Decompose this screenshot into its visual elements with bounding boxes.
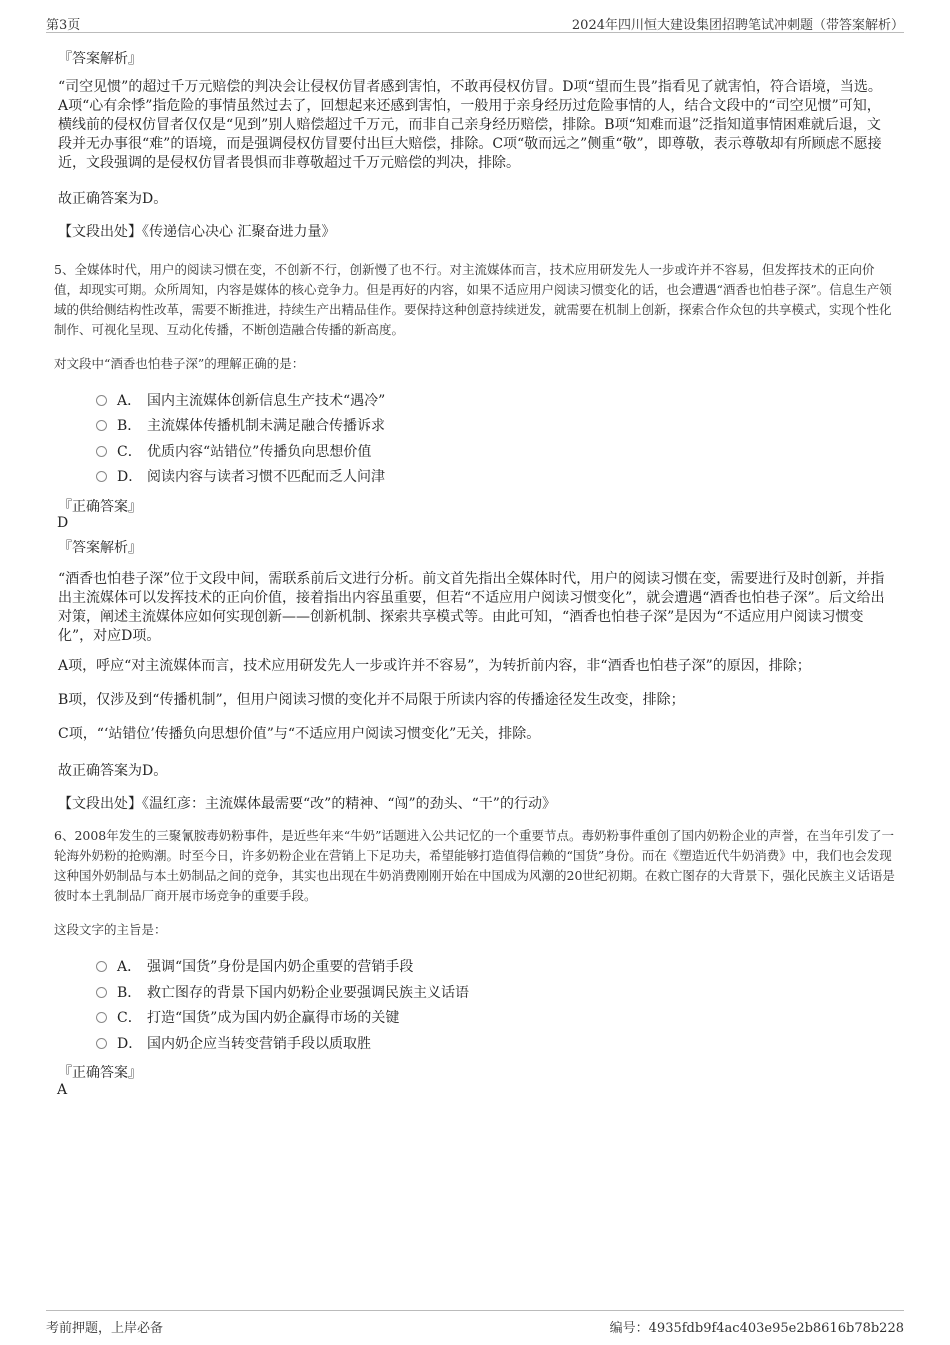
radio-icon[interactable] [96,446,107,457]
q6-answer: A [57,1082,68,1098]
q4-analysis-label: 『答案解析』 [58,51,142,67]
q5-analysis-p3: B项，仅涉及到“传播机制”，但用户阅读习惯的变化并不局限于所读内容的传播途径发生改变，排除； [58,692,685,708]
document-id: 编号：4935fdb9f4ac403e95e2b8616b78b228 [609,1321,904,1336]
radio-icon[interactable] [96,420,107,431]
q6-stem: 6、2008年发生的三聚氰胺毒奶粉事件，是近些年来“牛奶”话题进入公共记忆的一个重要节点。毒奶粉事件重创了国内奶粉企业的声誉，在当年引发了一轮海外奶粉的抢购潮。时至今日，许多奶粉企业在营销上下足功夫，希望能够打造值得信赖的“国货”身份。而在《塑造近代牛奶消费》中，我们也会发现这种国外奶制品与本土奶制品之间的竞争，其实也出现在牛奶消费刚刚开始在中国成为风潮的20世纪初期。在救亡图存的大背景下，强化民族主义话语是彼时本土乳制品厂商开展市场竞争的重要手段。 [54,828,895,903]
q5-source: 【文段出处】《温红彦：主流媒体最需要“改”的精神、“闯”的劲头、“干”的行动》 [58,796,556,812]
q5-answer: D [57,515,69,531]
q5-analysis-p2: A项，呼应“对主流媒体而言，技术应用研发先人一步或许并不容易”，为转折前内容，非“酒香也怕巷子深”的原因，排除； [58,658,811,674]
radio-icon[interactable] [96,961,107,972]
radio-icon[interactable] [96,471,107,482]
q6-answer-label: 『正确答案』 [58,1065,142,1081]
q6-question: 这段文字的主旨是： [54,922,167,937]
q6-option-a[interactable]: A． 强调“国货”身份是国内奶企重要的营销手段 [96,956,413,976]
q5-analysis-p4: C项，“‘站错位’传播负向思想价值”与“不适应用户阅读习惯变化”无关，排除。 [58,726,541,742]
page-header [46,10,904,33]
q6-option-c[interactable]: C． 打造“国货”成为国内奶企赢得市场的关键 [96,1007,399,1027]
radio-icon[interactable] [96,1038,107,1049]
q5-analysis-label: 『答案解析』 [58,540,142,556]
q5-analysis-p1: “酒香也怕巷子深”位于文段中间，需联系前后文进行分析。前文首先指出全媒体时代，用户的阅读习惯在变，需要进行及时创新，并指出主流媒体可以发挥技术的正向价值，接着指出内容虽重要，但若“不适应用户阅读习惯变化”，就会遭遇“酒香也怕巷子深”。后文给出对策，阐述主流媒体应如何实现创新——创新机制、探索共享模式等。由此可知，“酒香也怕巷子深”是因为“不适应用户阅读习惯变化”，对应D项。 [58,571,885,644]
q5-question: 对文段中“酒香也怕巷子深”的理解正确的是： [54,356,305,371]
q5-option-a[interactable]: A． 国内主流媒体创新信息生产技术“遇冷” [96,390,385,410]
q5-stem: 5、全媒体时代，用户的阅读习惯在变，不创新不行，创新慢了也不行。对主流媒体而言，技术应用研发先人一步或许并不容易，但发挥技术的正向价值，却现实可期。众所周知，内容是媒体的核心竞争力。但是再好的内容，如果不适应用户阅读习惯变化的话，也会遭遇“酒香也怕巷子深”。信息生产领域的供给侧结构性改革，需要不断推进，持续生产出精品佳作。要保持这种创意持续迸发，就需要在机制上创新，探索合作众包的共享模式，实现个性化制作、可视化呈现、互动化传播，不断创造融合传播的新高度。 [54,262,892,337]
q4-source: 【文段出处】《传递信心决心 汇聚奋进力量》 [58,224,336,240]
page-footer [46,1310,904,1336]
q4-conclusion: 故正确答案为D。 [58,191,168,207]
page-number: 第3页 [46,18,81,33]
radio-icon[interactable] [96,1012,107,1023]
q5-option-d[interactable]: D． 阅读内容与读者习惯不匹配而乏人问津 [96,466,385,486]
q5-answer-label: 『正确答案』 [58,499,142,515]
q6-option-d[interactable]: D． 国内奶企应当转变营销手段以质取胜 [96,1033,371,1053]
q5-option-c[interactable]: C． 优质内容“站错位”传播负向思想价值 [96,441,371,461]
q5-option-b[interactable]: B． 主流媒体传播机制未满足融合传播诉求 [96,415,385,435]
document-title: 2024年四川恒大建设集团招聘笔试冲刺题（带答案解析） [571,18,904,33]
q4-analysis-text: “司空见惯”的超过千万元赔偿的判决会让侵权仿冒者感到害怕，不敢再侵权仿冒。D项“望而生畏”指看见了就害怕，符合语境，当选。A项“心有余悸”指危险的事情虽然过去了，回想起来还感到害怕，一般用于亲身经历过危险事情的人，结合文段中的“司空见惯”可知，横线前的侵权仿冒者仅仅是“见到”别人赔偿超过千万元，而非自己亲身经历赔偿，排除。B项“知难而退”泛指知道事情困难就后退，文段并无办事很“难”的语境，而是强调侵权仿冒要付出巨大赔偿，排除。C项“敬而远之”侧重“敬”，即尊敬，表示尊敬却有所顾虑不愿接近，文段强调的是侵权仿冒者畏惧而非尊敬超过千万元赔偿的判决，排除。 [58,79,882,171]
footer-slogan: 考前押题，上岸必备 [46,1321,164,1336]
q5-conclusion: 故正确答案为D。 [58,763,168,779]
radio-icon[interactable] [96,987,107,998]
radio-icon[interactable] [96,395,107,406]
q6-option-b[interactable]: B． 救亡图存的背景下国内奶粉企业要强调民族主义话语 [96,982,469,1002]
